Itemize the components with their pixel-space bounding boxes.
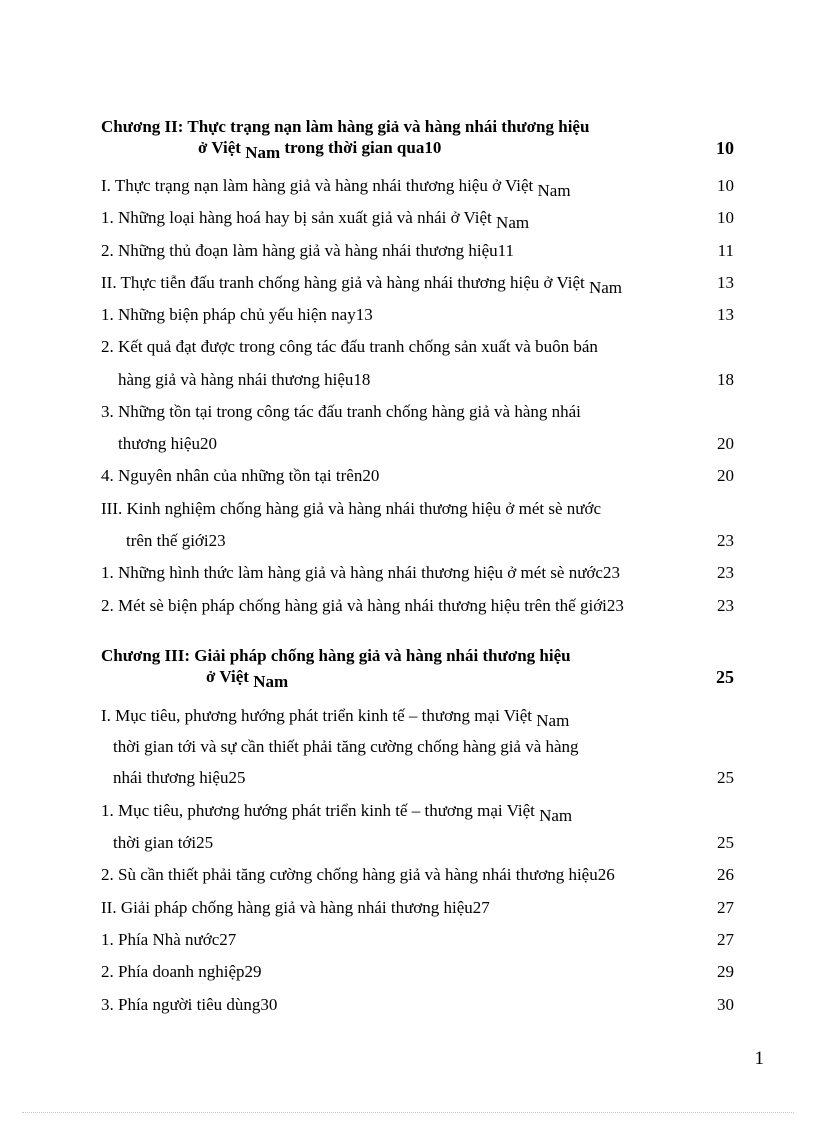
toc-page-number: 27 [717,930,734,949]
toc-entry-text: 2. Sù cần thiết phải tăng cường chống hàng giả và hàng nhái thương hiệu26 [101,865,615,884]
toc-entry-text: III. Kinh nghiệm chống hàng giả và hàng nhái thương hiệu ở mét sè nước [101,499,602,518]
toc-entry-text: 1. Mục tiêu, phương hướng phát triển kinh tế – thương mại Việt Nam [101,801,573,825]
chapter-title-continuation: ở Việt Nam trong thời gian qua10 [198,138,442,162]
toc-page-number: 23 [717,563,734,582]
toc-entry-text: II. Thực tiễn đấu tranh chống hàng giả và hàng nhái thương hiệu ở Việt Nam [101,273,623,297]
toc-page-number: 13 [717,305,734,324]
toc-entry-text: 1. Những hình thức làm hàng giả và hàng nhái thương hiệu ở mét sè nước23 [101,563,620,582]
toc-entry-text: 2. Những thủ đoạn làm hàng giả và hàng nhái thương hiệu11 [101,241,514,260]
toc-page-number: 29 [717,962,734,981]
chapter-title: Chương III: Giải pháp chống hàng giả và hàng nhái thương hiệu [101,646,571,665]
toc-entry-text: I. Mục tiêu, phương hướng phát triển kinh tế – thương mại Việt Nam [101,706,570,730]
toc-entry-text: nhái thương hiệu25 [113,768,246,787]
toc-entry-text: 1. Phía Nhà nước27 [101,930,237,949]
toc-entry-text: thương hiệu20 [118,434,217,453]
toc-entry-text: thời gian tới25 [113,833,214,852]
toc-page-number: 20 [717,466,734,485]
toc-page-number: 25 [717,833,734,852]
footer-rule [22,1112,794,1113]
toc-entry-text: hàng giả và hàng nhái thương hiệu18 [118,370,371,389]
toc-entry-text: 1. Những loại hàng hoá hay bị sản xuất giả và nhái ở Việt Nam [101,208,530,232]
toc-entry-text: 3. Phía người tiêu dùng30 [101,995,278,1014]
toc-page-number: 13 [717,273,734,292]
toc-entry-text: 2. Phía doanh nghiệp29 [101,962,262,981]
toc-entry-text: trên thế giới23 [126,531,226,550]
toc-page-number: 10 [717,208,734,227]
chapter-title: Chương II: Thực trạng nạn làm hàng giả và hàng nhái thương hiệu [101,117,590,136]
toc-page-number: 11 [717,241,734,260]
toc-page-number: 25 [716,667,734,687]
toc-page-number: 30 [717,995,734,1014]
toc-entry-text: 3. Những tồn tại trong công tác đấu tranh chống hàng giả và hàng nhái [101,402,581,421]
toc-page-number: 23 [717,596,734,615]
toc-page-number: 23 [717,531,734,550]
toc-page-number: 10 [717,176,734,195]
toc-page-number: 25 [717,768,734,787]
chapter-title-continuation: ở Việt Nam [206,667,289,691]
toc-page-number: 18 [717,370,734,389]
toc-entry-text: 1. Những biện pháp chủ yếu hiện nay13 [101,305,373,324]
toc-page-number: 27 [717,898,734,917]
toc-entry-text: 4. Nguyên nhân của những tồn tại trên20 [101,466,380,485]
toc-entry-text: I. Thực trạng nạn làm hàng giả và hàng nhái thương hiệu ở Việt Nam [101,176,571,200]
page-number: 1 [754,1048,764,1069]
toc-entry-text: II. Giải pháp chống hàng giả và hàng nhái thương hiệu27 [101,898,490,917]
toc-page-number: 26 [717,865,734,884]
toc-page-number: 10 [716,138,734,158]
toc-page-number: 20 [717,434,734,453]
toc-entry-text: 2. Mét sè biện pháp chống hàng giả và hàng nhái thương hiệu trên thế giới23 [101,596,624,615]
toc-entry-text: thời gian tới và sự cần thiết phải tăng cường chống hàng giả và hàng [113,737,579,756]
toc-entry-text: 2. Kết quả đạt được trong công tác đấu tranh chống sản xuất và buôn bán [101,337,598,356]
